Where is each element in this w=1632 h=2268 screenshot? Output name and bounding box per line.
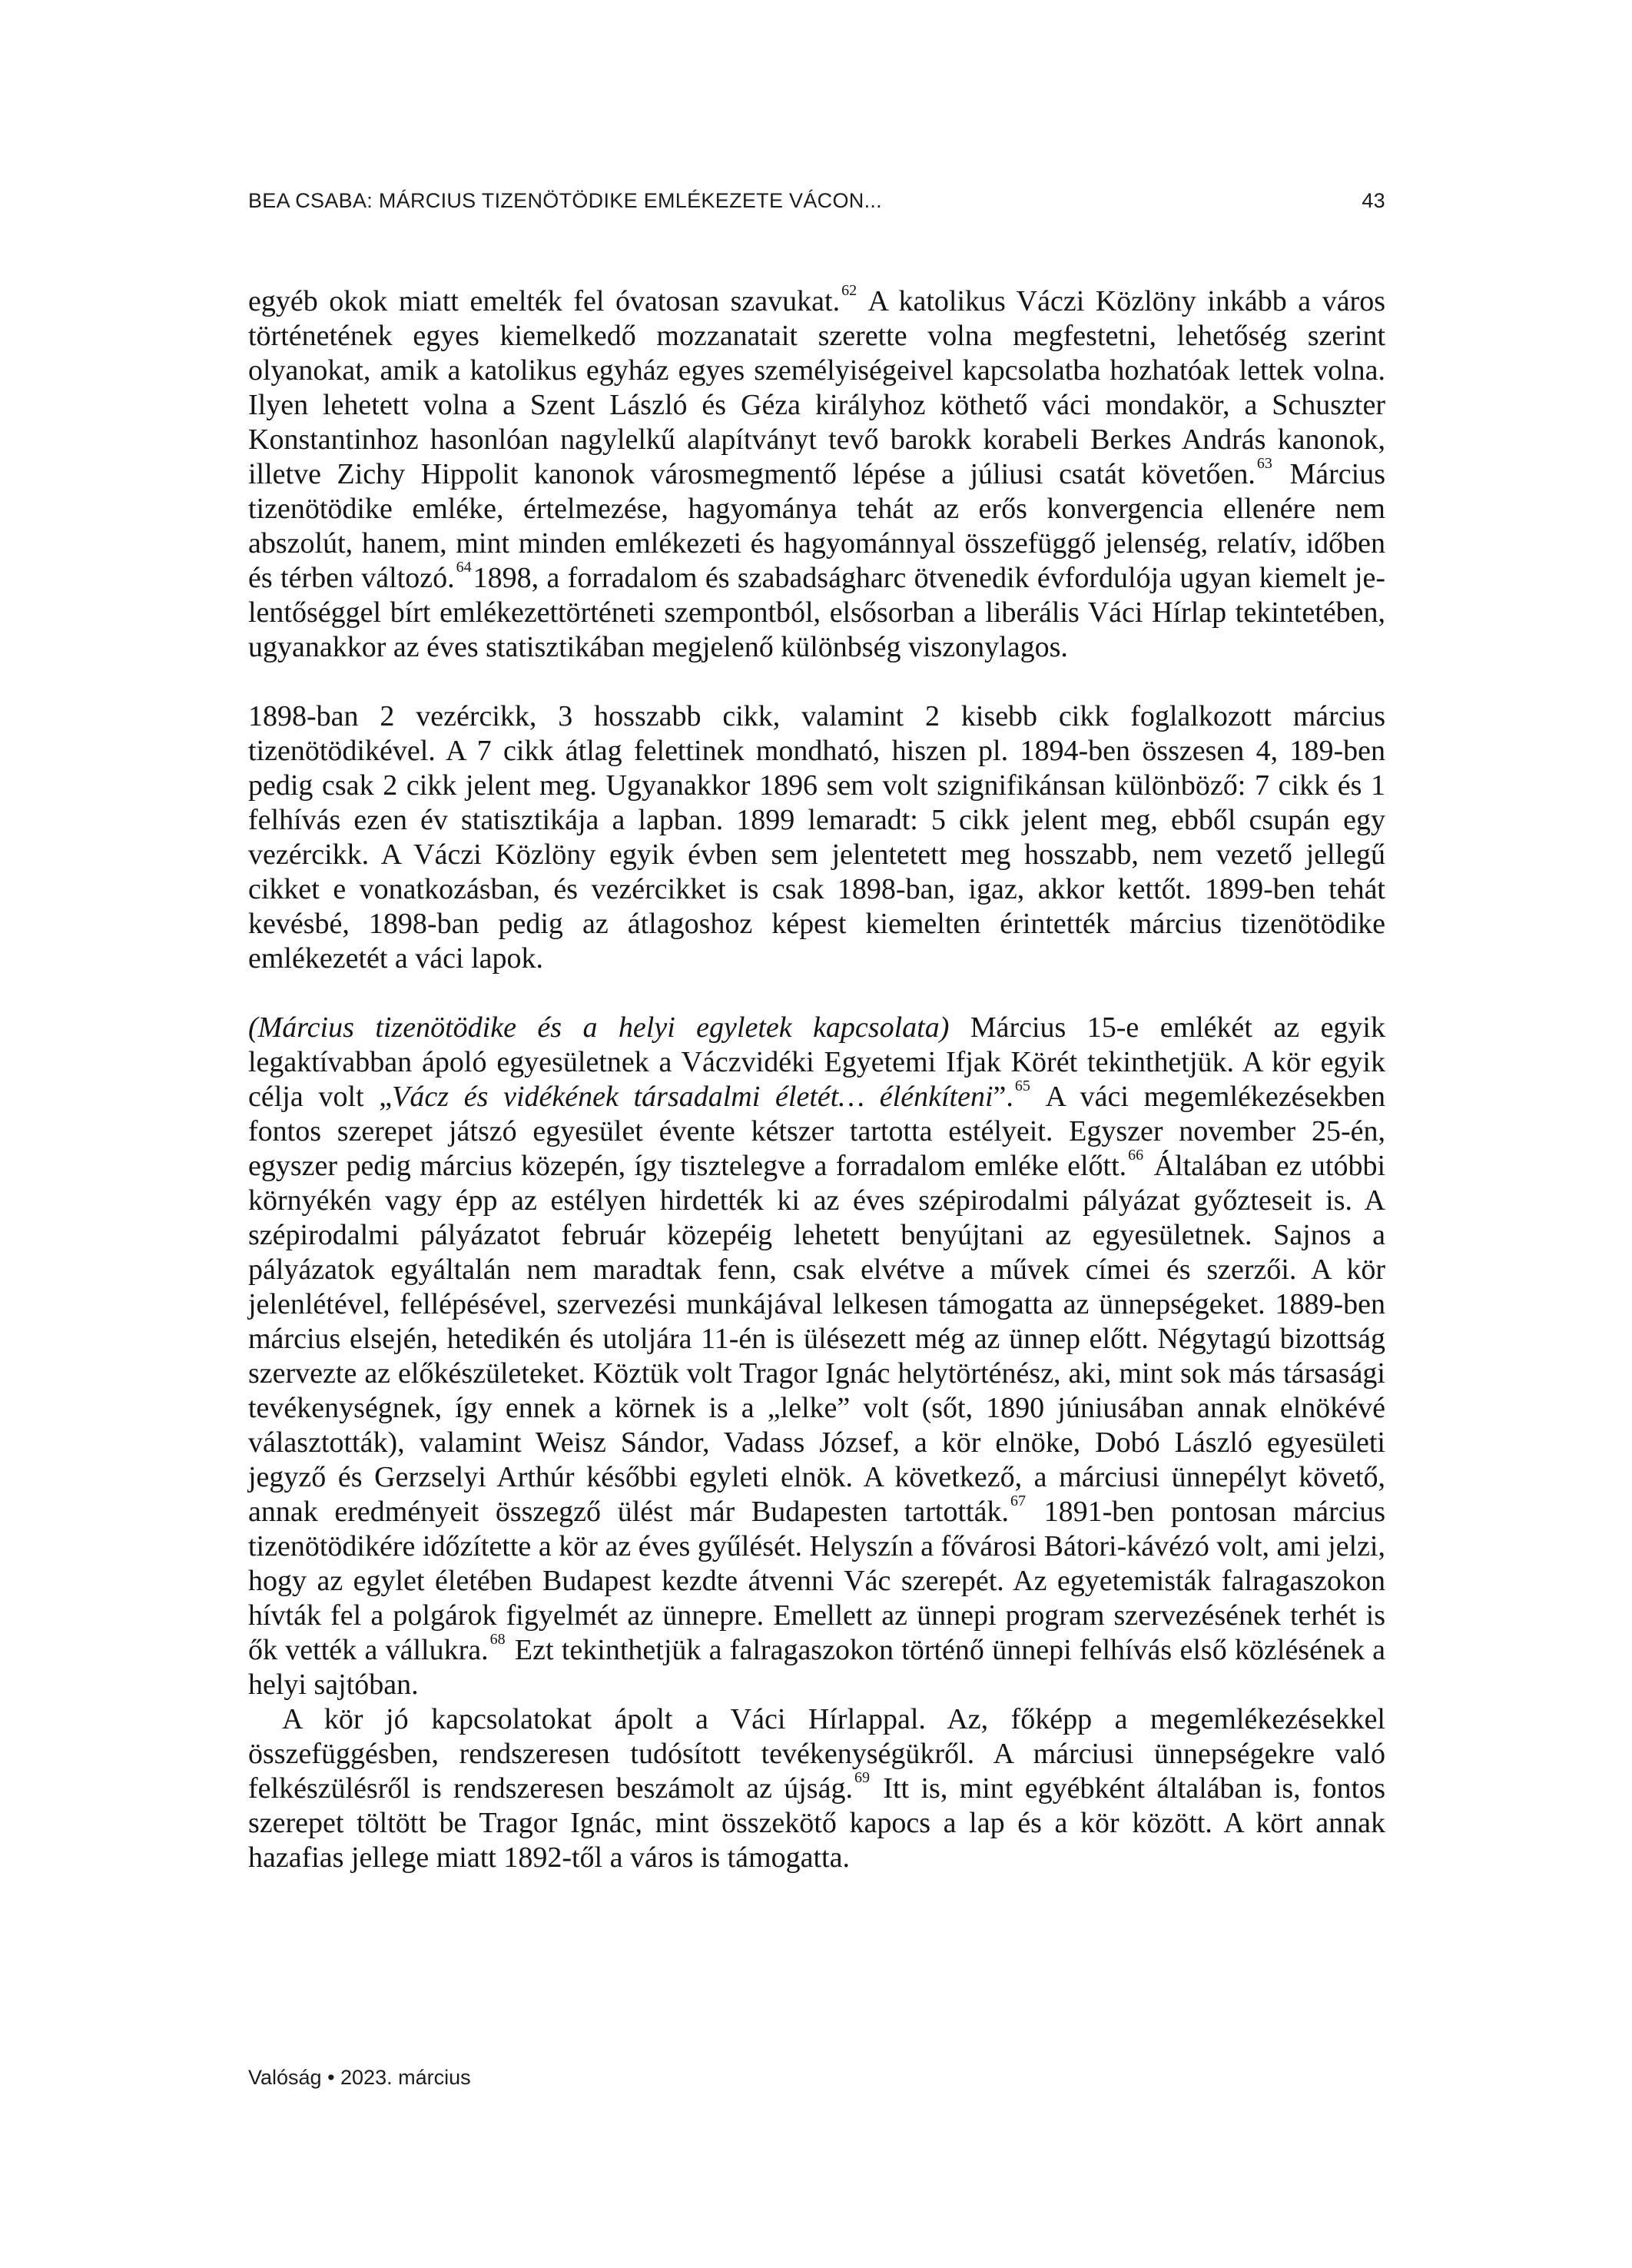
footnote-ref-63[interactable]: 63	[1256, 455, 1272, 472]
footnote-ref-68[interactable]: 68	[489, 1631, 506, 1648]
paragraph-gap	[248, 665, 1385, 699]
section-title: (Március tizenötödike és a helyi egyletek kapcsolata)	[248, 1011, 950, 1044]
page-footer	[248, 2066, 471, 2090]
paragraph-gap	[248, 976, 1385, 1011]
paragraph-societies: (Március tizenötödike és a helyi egyletek kapcsolata) Március 15-e emlékét az egyik legaktívabban ápoló egyesületnek a Váczvidéki Egyetemi Ifjak Körét tekinthetjük. A kör egyik célja volt „Vácz és vidékének társadalmi életét… élénkíteni”. $^{65}$ A váci megemlékezésekben fontos szerepet játszó egyesület évente kétszer tartotta estélyeit. Egyszer november 25-én, egyszer pedig március közepén, így tisztelegve a forradalom emléke előtt. $^{66}$ Általában ez utóbbi környékén vagy épp az estélyen hirdették ki az éves szépirodalmi pályázat győzteseit is. A szépirodalmi pályázatot február közepéig lehetett benyújtani az egyesületnek. Sajnos a pályázatok egyáltalán nem maradtak fenn, csak elvétve a művek címei és szerzői. A kör jelenlétével, fellépésével, szervezési munkájával lelkesen támogatta az ünnepségeket. 1889-ben március elsején, hetedikén és utoljára 11-én is ülésezett még az ünnep előtt. Négytagú bizottság szervezte az előkészületeket. Köztük volt Tragor Ignác helytörténész, aki, mint sok más társasági tevékenységnek, így ennek a körnek is a „lelke” volt (sőt, 1890 júniusában annak elnökévé választották), valamint Weisz Sándor, Vadass József, a kör elnöke, Dobó László egyesületi jegyző és Gerzselyi Arthúr későbbi egyleti elnök. A következő, a márciusi ünnepélyt követő, annak eredményeit összegző ülést már Budapesten tartották. $^{67}$ 1891-ben pontosan március tizenötödikére időzítette a kör az éves gyűlését. Helyszín a fővárosi Bátori-kávézó volt, ami jelzi, hogy az egylet életében Budapest kezdte átvenni Vác szerepét. Az egyetemisták falragaszokon hívták fel a polgárok figyelmét az ünnepre. Emellett az ünnepi program szervezésének terhét is ők vették a vállukra. $^{68}$ Ezt tekinthetjük a falragaszokon történő ünnepi felhívás első közlésének a helyi sajtóban.	[248, 1011, 1385, 1701]
footnote-ref-69[interactable]: 69	[854, 1769, 870, 1786]
footnote-ref-67[interactable]: 67	[1010, 1493, 1026, 1509]
footnote-ref-65[interactable]: 65	[1014, 1078, 1030, 1094]
article-body	[248, 284, 1385, 1875]
footnote-ref-64[interactable]: 64	[456, 559, 472, 576]
page-number: 43	[1362, 189, 1385, 212]
running-title: BEA CSABA: MÁRCIUS TIZENÖTÖDIKE EMLÉKEZETE VÁCON...	[248, 189, 882, 212]
footnote-ref-66[interactable]: 66	[1128, 1147, 1144, 1164]
running-header	[248, 189, 1385, 213]
publication-info: Valóság • 2023. március	[248, 2066, 471, 2089]
indented-paragraph: egyéb okok miatt emelték fel óvatosan szavukat. $^{62}$ A katolikus Váczi Közlöny inkább a város történetének egyes kiemelkedő mozzanatait szerette volna megfestetni, lehetőség szerint olyanokat, amik a katolikus egyház egyes személyiségeivel kapcsolatba hozhatóak lettek volna. Ilyen lehetett volna a Szent László és Géza királyhoz köthető váci mondakör, a Schuszter Konstantinhoz hasonlóan nagylelkű alapítványt tevő barokk korabeli Berkes András kanonok, illetve Zichy Hippolit kanonok városmegmentő lépése a júliusi csatát követően. $^{63}$ Március tizenötödike emléke, értelmezése, hagyománya tehát az erős konvergencia ellenére nem abszolút, hanem, mint minden emlékezeti és hagyománnyal összefüggő jelenség, relatív, időben és térben változó. $^{64}$1898, a forradalom és szabadságharc ötvenedik évfordulója ugyan kiemelt jelentőséggel bírt emlékezettörténeti szempontból, elsősorban a liberális Váci Hírlap tekintetében, ugyanakkor az éves statisztikában megjelenő különbség viszonylagos.	[248, 282, 1386, 663]
footnote-ref-62[interactable]: 62	[841, 282, 857, 299]
quotation: Vácz és vidékének társadalmi életét… élénkíteni	[392, 1081, 993, 1113]
paragraph-press-relations: A kör jó kapcsolatokat ápolt a Váci Hírlappal. Az, főképp a megemlékezésekkel összefüggésben, rendszeresen tudósított tevékenységükről. A márciusi ünnepségekre való felkészülésről is rendszeresen beszámolt az újság. $^{69}$ Itt is, mint egyébként általában is, fontos szerepet töltött be Tragor Ignác, mint összekötő kapocs a lap és a kör között. A kört annak hazafias jellege miatt 1892-től a város is támogatta.	[248, 1703, 1385, 1874]
paragraph-statistics: 1898-ban 2 vezércikk, 3 hosszabb cikk, valamint 2 kisebb cikk foglalkozott március tizenötödikével. A 7 cikk átlag felettinek mondható, hiszen pl. 1894-ben összesen 4, 189-ben pedig csak 2 cikk jelent meg. Ugyanakkor 1896 sem volt szignifikánsan különböző: 7 cikk és 1 felhívás ezen év statisztikája a lapban. 1899 lemaradt: 5 cikk jelent meg, ebből csupán egy vezércikk. A Váczi Közlöny egyik évben sem jelentetett meg hosszabb, nem vezető jellegű cikket e vonatkozásban, és vezércikket is csak 1898-ban, igaz, akkor kettőt. 1899-ben tehát kevésbé, 1898-ban pedig az átlagoshoz képest kiemelten érintették március tizenötödike emlékezetét a váci lapok.	[248, 700, 1385, 975]
